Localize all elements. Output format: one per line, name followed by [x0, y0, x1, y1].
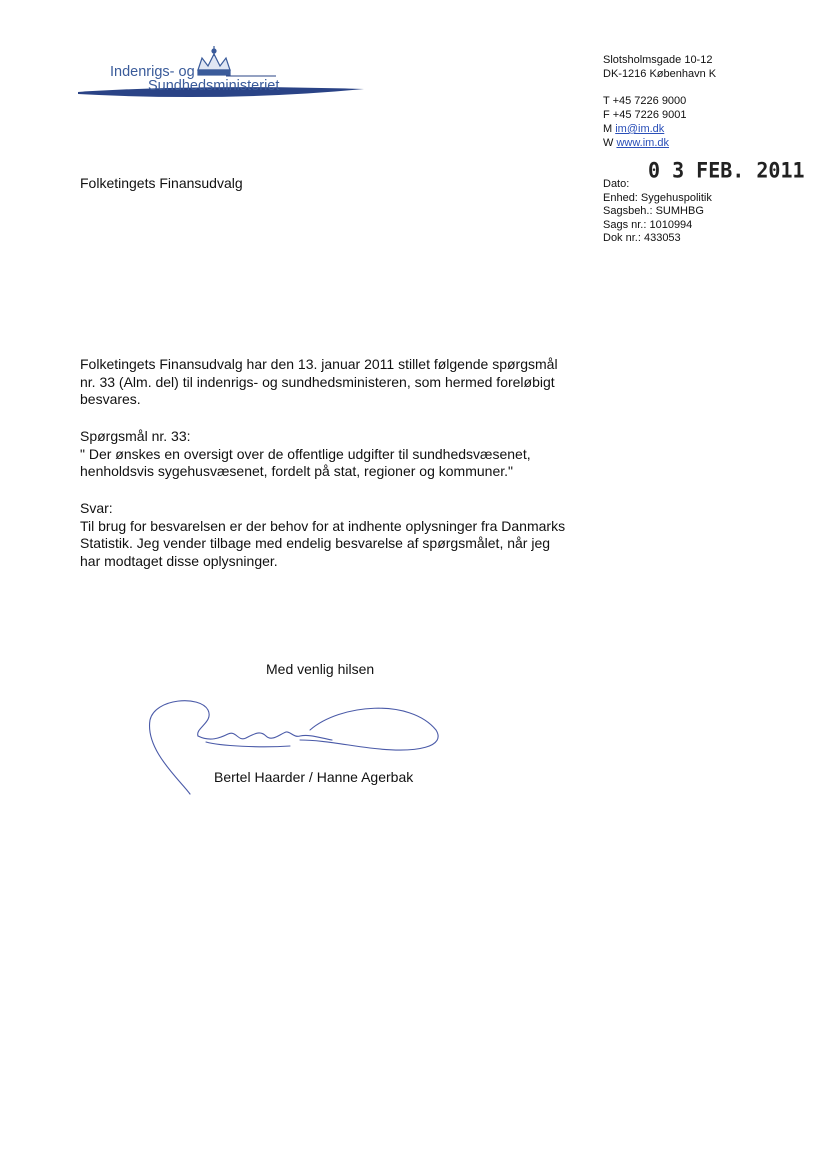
meta-dok-nr: Dok nr.: 433053	[603, 232, 681, 244]
sender-phone: T +45 7226 9000	[603, 95, 687, 107]
closing-salutation: Med venlig hilsen	[266, 661, 375, 677]
logo-text-line2: Sundhedsministeriet	[148, 78, 280, 94]
intro-line: Folketingets Finansudvalg har den 13. januar 2011 stillet følgende spørgsmål	[80, 356, 558, 372]
question-line: Spørgsmål nr. 33:	[80, 428, 191, 444]
recipient: Folketingets Finansudvalg	[80, 175, 243, 191]
date-stamp: 0 3 FEB. 2011	[648, 157, 805, 183]
web-link[interactable]: www.im.dk	[616, 137, 670, 149]
meta-sagsbeh: Sagsbeh.: SUMHBG	[603, 205, 704, 217]
meta-sags-nr: Sags nr.: 1010994	[603, 218, 693, 231]
sender-city: DK-1216 København K	[603, 68, 717, 80]
answer-line: har modtaget disse oplysninger.	[80, 552, 278, 569]
answer-line: Statistik. Jeg vender tilbage med endelig besvarelse af spørgsmålet, når jeg	[80, 535, 551, 551]
ministry-logo	[76, 44, 376, 104]
answer-line: Til brug for besvarelsen er der behov for at indhente oplysninger fra Danmarks	[80, 517, 566, 534]
sender-web-line: W www.im.dk	[603, 137, 670, 149]
intro-line: nr. 33 (Alm. del) til indenrigs- og sundhedsministeren, som hermed foreløbigt	[80, 373, 555, 390]
question-line: henholdsvis sygehusvæsenet, fordelt på stat, regioner og kommuner."	[80, 463, 513, 479]
intro-paragraph	[80, 356, 570, 409]
question-paragraph	[80, 428, 570, 481]
meta-enhed: Enhed: Sygehuspolitik	[603, 191, 712, 204]
question-line: " Der ønskes en oversigt over de offentlige udgifter til sundhedsvæsenet,	[80, 445, 531, 462]
sender-address-block	[603, 53, 716, 150]
intro-line: besvares.	[80, 391, 141, 407]
answer-paragraph	[80, 500, 570, 570]
email-link[interactable]: im@im.dk	[615, 123, 665, 135]
case-meta-block	[603, 178, 712, 246]
answer-line: Svar:	[80, 500, 113, 516]
sender-fax: F +45 7226 9001	[603, 109, 687, 121]
sender-street: Slotsholmsgade 10-12	[603, 54, 713, 66]
meta-dato: Dato:	[603, 178, 630, 190]
logo-text-line1: Indenrigs- og	[110, 64, 195, 80]
sender-email-line: M im@im.dk	[603, 123, 665, 135]
signer-names: Bertel Haarder / Hanne Agerbak	[214, 769, 414, 785]
